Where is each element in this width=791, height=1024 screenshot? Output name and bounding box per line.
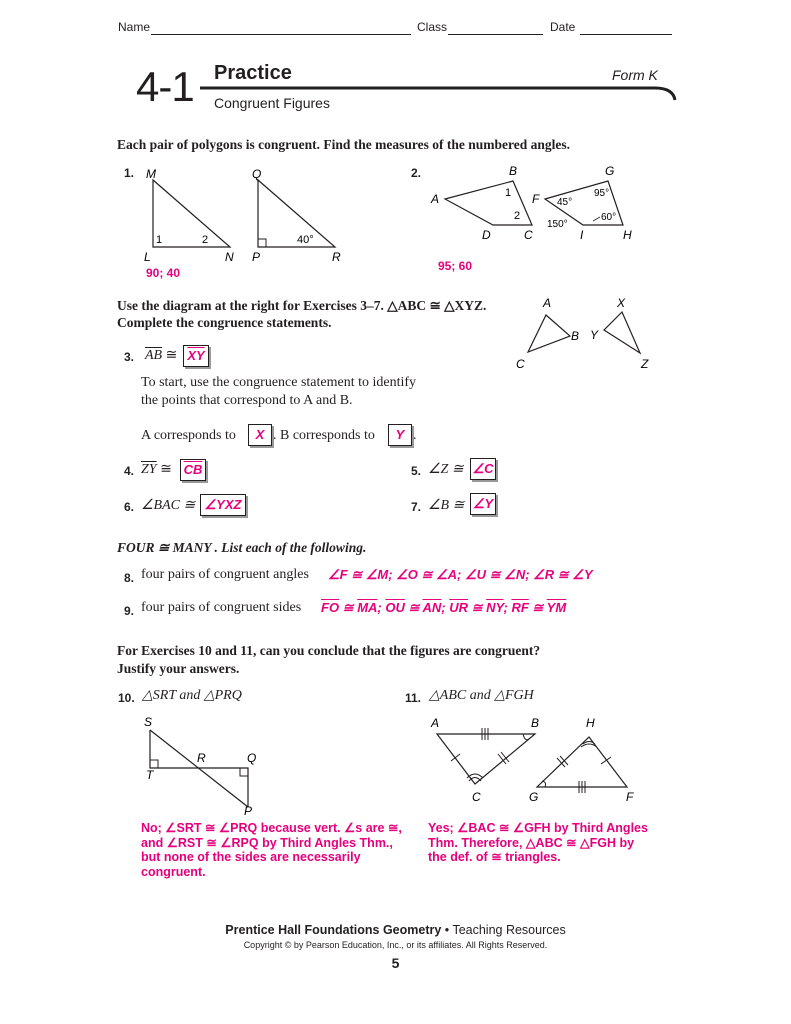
ex2-diagram [425,163,645,243]
section2-instruction-line2: Complete the congruence statements. [117,315,332,330]
ex11-answer-line3: the def. of ≅ triangles. [428,850,561,864]
ex1-number: 1. [124,166,135,180]
ex3-answer-b-box[interactable] [388,424,412,446]
label-T: T [146,768,154,782]
page-number: 5 [391,955,400,971]
ex5-answer-box[interactable] [470,458,496,480]
ex9-prompt: four pairs of congruent sides [141,600,302,615]
ex7-number: 7. [411,500,422,514]
ex5-prompt: ∠Z ≅ [428,462,464,477]
ex10-diagram [140,712,270,817]
label-C: C [472,790,481,804]
lesson-number: 4-1 [136,63,194,110]
label-A: A [431,192,440,206]
label-Y: Y [590,328,599,342]
side-rf: $\overline{RF}$ [511,600,529,615]
separator: ; [503,600,512,615]
ex2-answer: 95; 60 [438,259,473,273]
segment-ab: $\overline{AB}$ [145,348,163,363]
ex10-answer [141,821,402,879]
ex3-hint-line2: the points that correspond to A and B. [141,393,353,408]
ex11-answer-line1: Yes; ∠BAC ≅ ∠GFH by Third Angles [428,821,648,835]
label-F: F [532,192,540,206]
label-Q: Q [252,167,262,181]
side-ny: $\overline{NY}$ [486,600,504,615]
triangle-abc [528,315,570,352]
ex3-answer: $\overline{XY}$ [187,348,205,363]
angle-2: 2 [514,210,521,222]
segment-zy: $\overline{ZY}$ [141,462,157,477]
label-B: B [531,716,540,730]
label-C: C [516,357,525,371]
section1-instruction: Each pair of polygons is congruent. Find the measures of the numbered angles. [117,137,571,152]
label-L: L [144,250,151,264]
ex3-hint-line1: To start, use the congruence statement to identify [141,375,417,390]
label-A: A [543,296,552,310]
ex1-diagram [140,165,350,265]
ex7-answer-box[interactable] [470,493,496,515]
angle-1: 1 [156,234,163,246]
side-fo: $\overline{FO}$ [321,600,340,615]
angle-1: 1 [505,187,512,199]
date-label: Date [550,20,576,34]
ex7-answer: ∠Y [472,496,494,511]
lesson-title: Practice [214,62,292,84]
footer-resource: Teaching Resources [452,923,566,937]
ex3-b-corr: . B corresponds to [273,428,375,443]
ex5-number: 5. [411,464,422,478]
ex10-answer-line4: congruent. [141,864,206,879]
class-label: Class [417,20,448,34]
angle-45: 45° [557,197,573,208]
ex7-prompt: ∠B ≅ [428,498,465,513]
angle-95: 95° [594,188,610,199]
ex3-number: 3. [124,350,135,364]
label-F: F [626,790,634,804]
label-G: G [605,164,615,178]
ex9-answer [321,600,566,616]
ex10-number: 10. [118,691,135,705]
lesson-subtitle: Congruent Figures [214,95,330,111]
ex8-prompt: four pairs of congruent angles [141,567,309,582]
ex10-answer-line1: No; ∠SRT ≅ ∠PRQ because vert. ∠s are ≅, [141,821,402,835]
ex4-answer-box[interactable] [180,459,206,481]
cong-sign: ≅ [339,600,358,615]
label-D: D [482,228,491,242]
cong-sign: ≅ [404,600,423,615]
side-ou: $\overline{OU}$ [385,600,405,615]
ex11-number: 11. [405,691,422,705]
class-field[interactable] [448,34,543,35]
separator: ; [377,600,386,615]
cong-sign: ≅ [468,600,487,615]
ex8-answer: ∠F ≅ ∠M; ∠O ≅ ∠A; ∠U ≅ ∠N; ∠R ≅ ∠Y [328,567,593,582]
form-label: Form K [612,67,658,83]
ex6-prompt: ∠BAC ≅ [141,498,196,513]
ex6-answer: ∠YXZ [204,497,242,512]
triangle-fgh [537,737,627,787]
angle-60: 60° [601,212,617,223]
cong-sign: ≅ [528,600,547,615]
name-label: Name [118,20,151,34]
ex3-end: . [413,428,417,443]
ex10-answer-line3: but none of the sides are necessarily [141,850,361,864]
label-H: H [623,228,632,242]
ex6-answer-box[interactable] [200,494,246,516]
ex10-answer-line2: and ∠RST ≅ ∠RPQ by Third Angles Thm., [141,835,393,850]
triangle-xyz [604,312,640,353]
footer-copyright: Copyright © by Pearson Education, Inc., or its affiliates. All Rights Reserved. [243,940,548,950]
label-N: N [225,250,234,264]
label-G: G [529,790,539,804]
section4-instruction-line2: Justify your answers. [117,661,240,676]
ex11-answer-line2: Thm. Therefore, △ABC ≅ △FGH by [428,835,635,850]
date-field[interactable] [580,34,672,35]
ex9-number: 9. [124,604,135,618]
abc-xyz-diagram [510,292,670,372]
right-angle-q [240,768,248,776]
ex10-prompt: △SRT and △PRQ [142,688,242,703]
ex2-number: 2. [411,166,422,180]
section4-instruction-line1: For Exercises 10 and 11, can you conclude that the figures are congruent? [117,643,541,658]
ex6-number: 6. [124,500,135,514]
ex4-prompt [141,461,172,478]
ex11-diagram [425,712,645,807]
side-ma: $\overline{MA}$ [357,600,378,615]
name-field[interactable] [151,34,411,35]
ex11-prompt: △ABC and △FGH [429,688,534,703]
label-P: P [244,804,253,817]
angle-150: 150° [547,219,568,230]
section3-instruction: FOUR ≅ MANY . List each of the following. [117,540,367,555]
footer-book: Prentice Hall Foundations Geometry [225,923,442,937]
label-Z: Z [641,357,649,371]
ex3-prompt [145,347,177,364]
cong-sign: ≅ [162,348,178,363]
ex4-answer: $\overline{CB}$ [183,462,203,477]
label-S: S [144,715,153,729]
ex1-answer: 90; 40 [146,266,181,280]
cong-sign: ≅ [156,462,172,477]
ex5-answer: ∠C [472,461,494,476]
label-B: B [571,329,580,343]
side-ym: $\overline{YM}$ [546,600,567,615]
label-M: M [146,167,156,181]
label-Q: Q [247,751,257,765]
label-C: C [524,228,533,242]
label-P: P [252,250,261,264]
ex3-a-corr: A corresponds to [141,428,236,443]
triangle-lmn [153,180,230,247]
right-angle-t [150,760,158,768]
ex8-number: 8. [124,571,135,585]
separator: ; [441,600,450,615]
ex4-number: 4. [124,464,135,478]
label-I: I [580,228,584,242]
label-A: A [431,716,440,730]
right-angle-mark [258,239,266,247]
triangle-abc [437,734,535,784]
angle-2: 2 [202,234,209,246]
side-an: $\overline{AN}$ [422,600,442,615]
side-ur: $\overline{UR}$ [449,600,469,615]
footer-line [0,923,791,937]
label-R: R [197,751,206,765]
label-R: R [332,250,341,264]
ex3-answer-box[interactable] [183,345,209,367]
footer-bullet: • [444,923,450,937]
ex3-answer-a: X [255,427,265,442]
ex11-answer [428,821,648,865]
label-B: B [509,164,518,178]
label-X: X [617,296,626,310]
label-H: H [586,716,595,730]
ex3-answer-b: Y [395,427,405,442]
ex3-answer-a-box[interactable] [248,424,272,446]
section2-instruction-line1: Use the diagram at the right for Exercises 3–7. △ABC ≅ △XYZ. [117,298,487,313]
angle-40: 40° [297,234,314,246]
